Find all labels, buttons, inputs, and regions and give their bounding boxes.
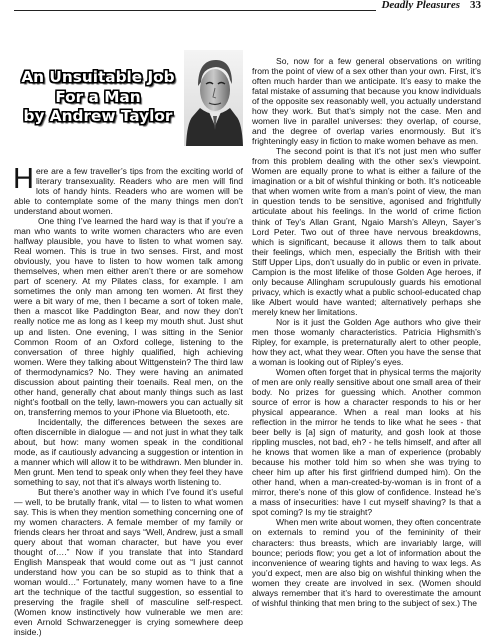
header-text xyxy=(376,0,481,11)
paragraph: One thing I’ve learned the hard way is that if you’re a man who wants to write women characters who are even halfway plausible, you have to listen to what women say. Real women. This is true in two senses. First, and most obviously, you have to listen to how women talk among themselves, when men either aren’t there or are somehow part of scenery. At my Pilates class, for example. I am sometimes the only man among ten women. At first they were a bit wary of me, then I became a sort of token male, then a mascot like Paddington Bear, and now they don’t really notice me as long as I keep my mouth shut. Just shut up and listen. One evening, I was sitting in the Senior Common Room of an Oxford college, listening to the conversation of three highly qualified, high achieving women. Were they talking about Wittgenstein? The third law of thermodynamics? No. They were having an animated discussion about painting their toenails. Real men, on the other hand, generally chat about manly things such as last night’s football on the telly, lawn-mowers you can actually sit on, transferring memos to your iPhone via Bluetooth, etc. xyxy=(14,216,243,417)
paragraph: Women often forget that in physical terms the majority of men are only really sensitive about one small area of their body. No prizes for guessing which. Another common source of error is how a character responds to his or her physical appearance. When a real man looks at his reflection in the mirror he tends to like what he sees - that beer belly is [a] sign of maturity, and gosh look at those rippling muscles, not bad, eh? - he tells himself, and after all he knows that women like a man of experience (probably because his mother told him so when she was trying to cheer him up after his first girlfriend dumped him). On the other hand, when a man-created-by-woman is in front of a mirror, there’s none of this glow of confidence. Instead he’s a mass of insecurities: have I cut myself shaving? Is that a spot coming? Is my tie straight? xyxy=(252,366,481,518)
paragraph: The second point is that it’s not just men who suffer from this problem dealing with the other sex’s viewpoint. Women are equally prone to what is either a failure of the imagination or a bit of wishful thinking or both. It’s noticeable that when women write from a man’s point of view, the man in question tends to be sensitive, agonised and frightfully articulate about his feelings. In the world of crime fiction think of Tey’s Allan Grant, Ngaio Marsh’s Alleyn, Sayer’s Lord Peter. Two out of three have nervous breakdowns, which is significant, because it allows them to talk about their feelings, which men, especially the British with their Stiff Upper Lips, don’t usually do in public or even in private. Campion is the most lifelike of those Golden Age heroes, if only because Allingham scrupulously guards his emotional privacy, which is exactly what a public school-educated chap like Albert would have wanted; alternatively perhaps she merely knew her limitations. xyxy=(252,146,481,317)
drop-cap: H xyxy=(13,163,34,195)
paragraph xyxy=(13,163,243,217)
paragraph: Incidentally, the differences between the sexes are often discernible in dialogue — and not just in what they talk about, but how: many women speak in the conditional mode, as if cautiously advancing a suggestion or intention in a manner which will allow it to be withdrawn. Men blunder in. Men grunt. Men tend to speak only when they feel they have something to say, not that it’s always worth listening to. xyxy=(14,416,243,487)
paragraph: So, now for a few general observations on writing from the point of view of a sex other than your own. First, it’s often much harder than we anticipate. It’s easy to make the fatal mistake of assuming that because you know individuals of the opposite sex reasonably well, you actually understand how they work. But that’s simply not the case. Men and women live in parallel universes: they overlap, of course, and the degree of overlap varies enormously. But it’s frighteningly easy in fiction to make women behave as men. xyxy=(252,56,481,147)
left-column xyxy=(14,50,243,637)
publication-name: Deadly Pleasures xyxy=(381,0,460,11)
paragraph-text: ere are a few traveller’s tips from the exciting world of literary transexuality. Readers who are men will find lots of handy hints. Readers who are women will be able to contemplate some of the many things men don’t understand about women. xyxy=(14,166,243,217)
page-number: 33 xyxy=(470,0,481,11)
article-title xyxy=(14,68,182,127)
author-photo xyxy=(184,50,243,146)
left-body-text xyxy=(13,163,243,638)
running-header xyxy=(14,0,481,14)
paragraph: Nor is it just the Golden Age authors who give their men those womanly characteristics. Patricia Highsmith’s Ripley, for example, is preternaturally alert to other people, how they act, what they wear. Often you have the sense that a woman is looking out of Ripley’s eyes. xyxy=(252,316,481,367)
right-body-text xyxy=(252,56,481,608)
right-column xyxy=(252,56,481,608)
paragraph: When men write about women, they often concentrate on externals to remind you of the femininity of their characters: thus breasts, which are invariably large, will bounce; periods flow; you get a lot of information about the inconvenience of wearing tights and having to wax legs. As you’d expect, men are also big on wishful thinking when the women they create are involved in sex. (Women should always remember that it’s hard to overestimate the amount of wishful thinking that men bring to the subject of sex.) The xyxy=(252,517,481,608)
byline: by Andrew Taylor xyxy=(23,107,173,125)
title-line-2: For a Man xyxy=(55,87,141,106)
paragraph: But there’s another way in which I’ve found it’s useful — well, to be brutally frank, vital — to listen to what women say. This is when they mention something concerning one of my women characters. A female member of my family or friends clears her throat and says “Well, Andrew, just a small query about that woman character, but have you ever thought of….” Now if you translate that into Standard English Manspeak that would come out as “I just cannot understand how you can be so stupid as to think that a woman would…” Fortunately, many women have to a fine art the technique of the tactful suggestion, so essential to preserving the fragile shell of masculine self-respect. (Women know instinctively how vulnerable we men are: even Arnold Schwarzenegger is crying somewhere deep inside.) xyxy=(14,487,243,638)
title-line-1: An Unsuitable Job xyxy=(21,68,175,86)
title-block xyxy=(14,50,243,166)
